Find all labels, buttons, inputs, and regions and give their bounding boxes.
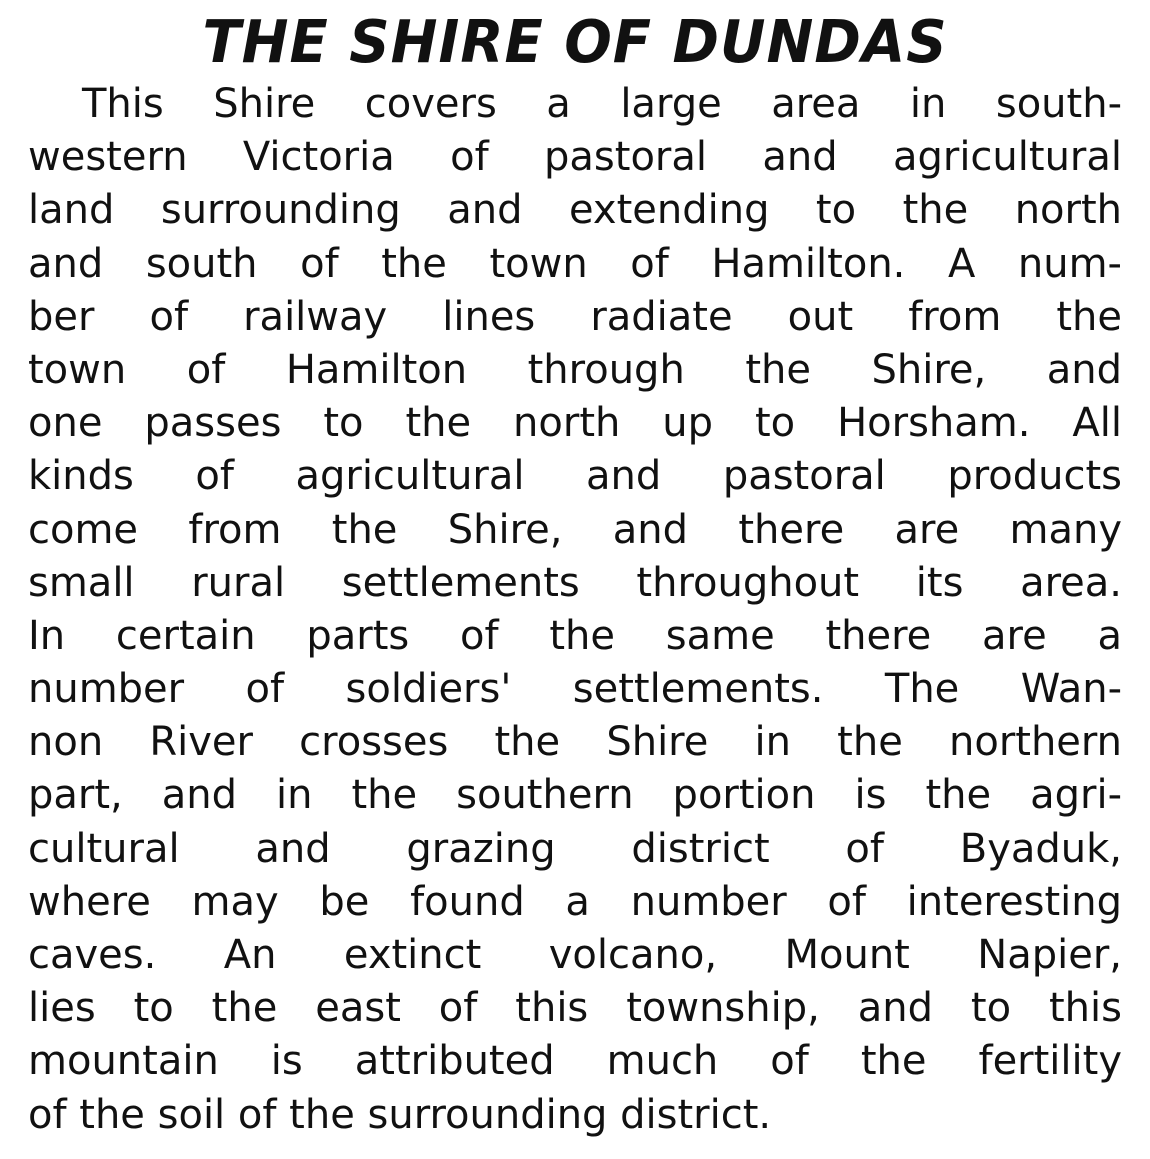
article-line: part, and in the southern portion is the agri- bbox=[28, 772, 1122, 819]
article-line: lies to the east of this township, and to this bbox=[28, 985, 1122, 1032]
article-line: town of Hamilton through the Shire, and bbox=[28, 346, 1122, 393]
article-line: kinds of agricultural and pastoral products bbox=[28, 453, 1122, 500]
article-line: come from the Shire, and there are many bbox=[28, 506, 1122, 553]
article-line: cultural and grazing district of Byaduk, bbox=[28, 825, 1122, 872]
article-line: land surrounding and extending to the north bbox=[28, 187, 1122, 234]
article-line: non River crosses the Shire in the northern bbox=[28, 719, 1122, 766]
article-line: ber of railway lines radiate out from the bbox=[28, 293, 1122, 340]
article-body bbox=[28, 78, 1122, 1142]
article-title: THE SHIRE OF DUNDAS bbox=[202, 8, 948, 77]
article-line: This Shire covers a large area in south- bbox=[82, 81, 1122, 127]
article-line: small rural settlements throughout its area. bbox=[28, 559, 1122, 606]
article-line: western Victoria of pastoral and agricultural bbox=[28, 134, 1122, 181]
article-line: one passes to the north up to Horsham. All bbox=[28, 400, 1122, 447]
article-line: caves. An extinct volcano, Mount Napier, bbox=[28, 932, 1122, 978]
article-line: of the soil of the surrounding district. bbox=[28, 1091, 772, 1138]
article-line: and south of the town of Hamilton. A num- bbox=[28, 240, 1122, 287]
article-line: mountain is attributed much of the fertility bbox=[28, 1038, 1122, 1085]
article-line: where may be found a number of interesting bbox=[28, 878, 1122, 925]
newspaper-clipping bbox=[28, 8, 1122, 1148]
article-line: number of soldiers' settlements. The Wan- bbox=[28, 666, 1122, 713]
article-line: In certain parts of the same there are a bbox=[28, 612, 1122, 659]
